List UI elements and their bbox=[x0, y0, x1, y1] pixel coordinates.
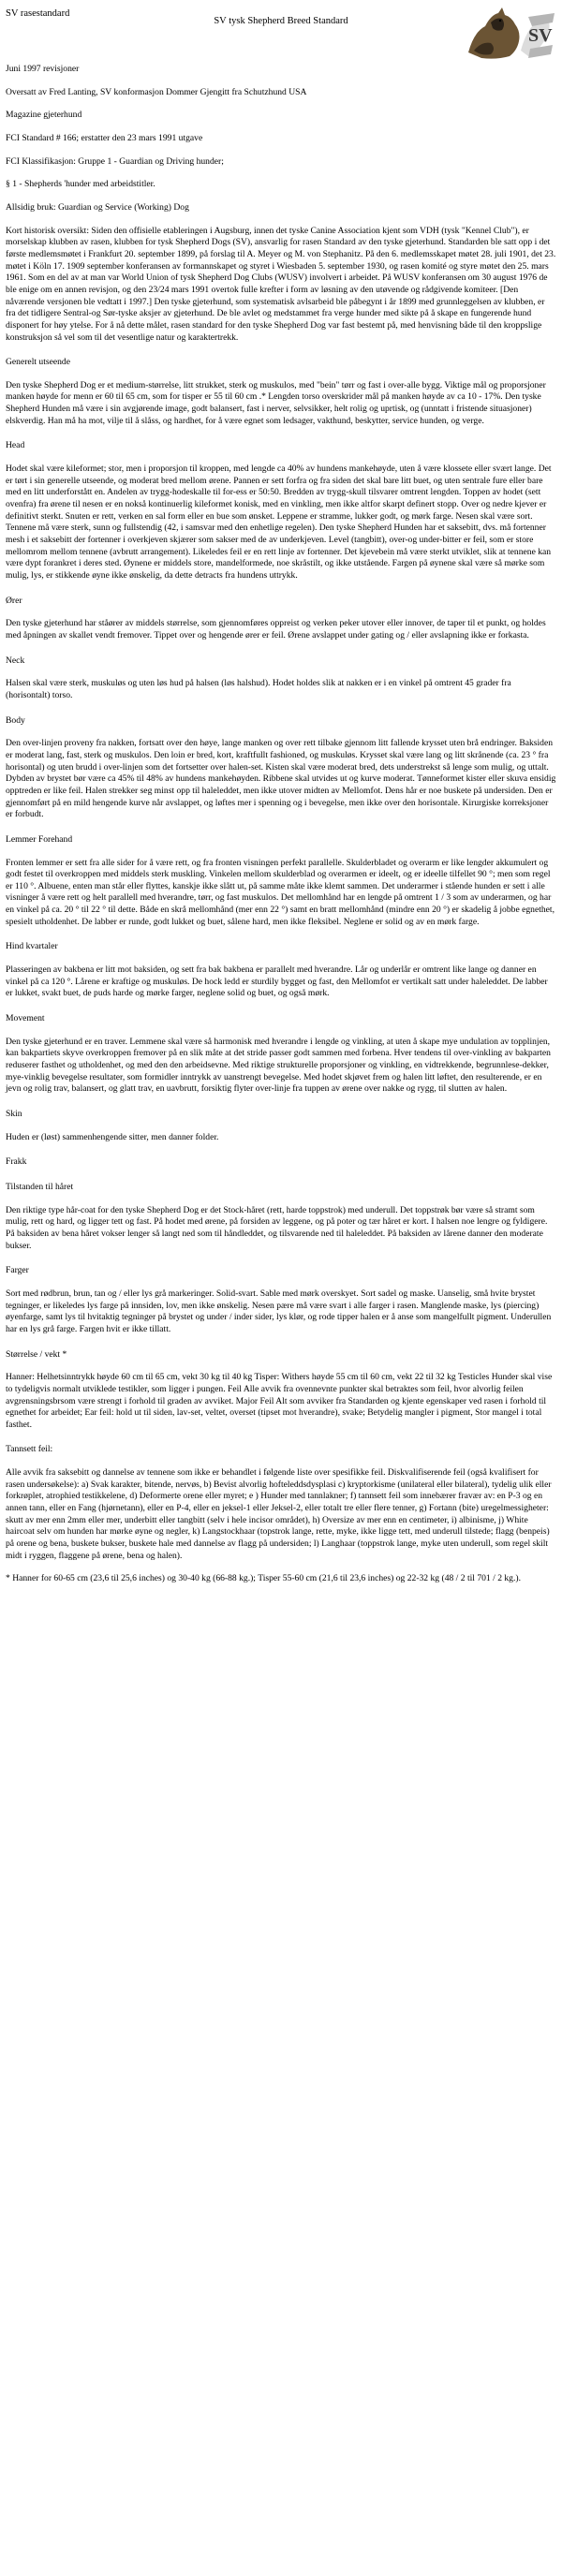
section-1: § 1 - Shepherds 'hunder med arbeidstitler. bbox=[6, 179, 155, 190]
section-heading-hair: Tilstanden til håret bbox=[6, 1181, 74, 1192]
sv-logo bbox=[463, 4, 556, 64]
fci-classification: FCI Klassifikasjon: Gruppe 1 - Guardian og Driving hunder; bbox=[6, 155, 224, 167]
section-heading-colors: Farger bbox=[6, 1265, 29, 1276]
sections bbox=[6, 357, 556, 1562]
footnote: * Hanner for 60-65 cm (23,6 til 25,6 inches) og 30-40 kg (66-88 kg.); Tisper 55-60 cm (21,6 til 23,6 inches) og 22-32 kg (48 / 2 til 701 / 2 kg.). bbox=[6, 1573, 521, 1584]
section-text-hindquarters: Plasseringen av bakbena er litt mot baksiden, og sett fra bak bakbena er parallelt med hverandre. Lår og underlår er omtrent like lange og danner en vinkel på ca 120 °. Lårene er kraftige og muskuløs. De hock ledd er sturdily bygget og fast, den Mellomfot er vertikalt satt under haleleddet. De labber er lukket, svakt buet, de puds harde og mørke farger, neglene solid og buet, og også mørk. bbox=[6, 964, 548, 999]
section-heading-forehand: Lemmer Forehand bbox=[6, 833, 73, 845]
section-text-hair: Den riktige type hår-coat for den tyske Shepherd Dog er det Stock-håret (rett, harde toppstrok) med underull. Det toppstrøk bør være så stramt som mulig, rett og hard, og ligger tett og fast. På hodet med ørene, på forsiden av leggene, og på poter og tær håret er kort. I halsen noe lengre og fyldigere. På baksiden av bena håret vokser lenger så langt ned som til håndleddet, og tilsvarende ned til haleleddet. På baksiden av lårene danner den moderate bukser. bbox=[6, 1204, 548, 1251]
site-title: SV rasestandard bbox=[6, 8, 70, 19]
meta-block bbox=[6, 64, 556, 214]
section-heading-teeth: Tannsett feil: bbox=[6, 1444, 53, 1455]
section-heading-size: Størrelse / vekt * bbox=[6, 1348, 67, 1360]
section-heading-hindquarters: Hind kvartaler bbox=[6, 941, 58, 952]
section-heading-ears: Ører bbox=[6, 595, 22, 606]
section-text-size: Hanner: Helhetsinntrykk høyde 60 cm til 65 cm, vekt 30 kg til 40 kg Tisper: Withers høyde 55 cm til 60 cm, vekt 22 til 32 kg Testicles Hunder skal vise to tydeligvis normalt utviklede testikler, som ligger i pungen. Feil Alle avvik fra ovennevnte punkter skal betraktes som feil, hvor alvorlig feilen avgrensningsbrsom være strengt i forhold til graden av avviket. Major Feil Alt som avviker fra Standarden og kjente egenskaper ved rasen i forhold til egnethet for arbeidet; Ear feil: hold ut til siden, lav-set, veltet, overset (tipset mot hverandre), svake; Betydelig mangler i pigment, Stor mangel i total fasthet. bbox=[6, 1372, 553, 1430]
section-text-movement: Den tyske gjeterhund er en traver. Lemmene skal være så harmonisk med hverandre i lengde og vinkling, at uten å skape mye undulation av topplinjen, kan bakpartiets skyve overkroppen fremover på en slik måte at det stride passer godt sammen med forbena. Hver tendens til over-vinkling av bakparten reduserer fasthet og utholdenhet, og med den den arbeidsevne. Med riktige strukturelle proporsjoner og vinkling, en vidtrekkende, begrunnlese-dekker, mye-vinklig bevegelse resultater, som formidler inntrykk av uanstrengt bevegelse. Med hodet skjøvet frem og halen litt løftet, den resulterende, er en jevn og rolig trav, balansert, og glatt trav, en uavbrutt, forsiktig flyter over-linje fra tuppen av ørene over nakke og rygg, til slutten av halen. bbox=[6, 1036, 551, 1095]
section-text-forehand: Fronten lemmer er sett fra alle sider for å være rett, og fra fronten visningen perfekt parallelle. Skulderbladet og overarm er like lengder akkumulert og godt festet til overkroppen med middels sterk muskling. Vinkelen mellom skulderblad og overarmen er ideelt, og er ideelle tilfellet 90 °; men som regel er 110 °. Albuene, enten man står eller flyttes, kanskje ikke slått ut, på samme måte ikke klemt sammen. Det underarmer i stående hunden er sett i alle visninger å være rett og helt parallell med hverandre, tørr, og fast muskulos. Det mellomhånd har en lengde på omtrent 1 / 3 som av underarmen, og har en vinkel på ca. 20 ° til 22 ° til dette. Både en skrå mellomhånd (mer enn 22 °) samt en bratt mellomhånd (mindre enn 20 °) er skadelig å jobbe egnethet, spesielt utholdenhet. De labber er runde, godt lukket og buet, sålene hard, men ikke fleksibel. Neglene er solid og av en mørk farge. bbox=[6, 857, 555, 927]
section-text-general: Den tyske Shepherd Dog er et medium-størrelse, litt strukket, sterk og muskulos, med "bein" tørr og fast i over-alle bygg. Viktige mål og proporsjoner manken høyde for menn er 60 til 65 cm, som for tisper er 55 til 60 cm .* Lengden torso overskrider mål på manken høyde av ca 10 - 17%. Den tyske Shepherd Hunden må være i sin avgjørende image, godt balansert, fast i nerver, selvsikker, helt rolig og uprtisk, og (unntatt i fristende situasjoner) elskverdig. Han må ha mot, vilje til å slåss, og hardhet, for å være egnet som ledsager, vakthund, beskytter, service hunden, og verge. bbox=[6, 379, 546, 426]
translation-credit: Oversatt av Fred Lanting, SV konformasjon Dommer Gjengitt fra Schutzhund USA bbox=[6, 86, 307, 97]
section-text-colors: Sort med rødbrun, brun, tan og / eller lys grå markeringer. Solid-svart. Sable med mørk overskyet. Sort sadel og maske. Uanselig, små hvite brystet tegninger, er likeledes lys farge på innsiden, lov, men ikke ønskelig. Nesen pære må være svart i alle farger i rasen. Manglende maske, lys (piercing) øyenfarge, samt lys til hvitaktig tegninger på brystet og under / inder sider, lys klør, og rode tipper halen er å anse som mangelfullt pigment. Underullen har en lys grå farge. Fargen hvit er ikke tillatt. bbox=[6, 1288, 552, 1334]
section-text-ears: Den tyske gjeterhund har ståører av middels størrelse, som gjennomføres oppreist og verken peker utover eller innover, de taper til et punkt, og holdes med åpningen av skallet vendt fremover. Tippet over og hengende ører er feil. Ørene avslappet under gating og / eller avslapning ikke er forkasta. bbox=[6, 618, 546, 640]
section-text-head: Hodet skal være kileformet; stor, men i proporsjon til kroppen, med lengde ca 40% av hundens mankehøyde, uten å være klossete eller svært lange. Det er tørt i sin generelle utseende, og moderat bred mellom ørene. Pannen er sett forfra og fra siden det skal bare litt buet, og uten sentrale fure eller bare med en litt underforstått en. Andelen av trygg-hodeskalle til for-ess er 50:50. Bredden av trygg-skull tilsvarer omtrent lengden. Toppen av hodet (sett ovenfra) fra ørene til nesen er en nokså kontinuerlig kileformet konisk, med en vinkling, men ikke altfor skarpt definert stopp. Over og nedre kjever er definitivt sterkt. Snuten er rett, verken en sal form eller en bue som ønsket. Leppene er stramme, lukker godt, og mørk farge. Nesen skal være sort. Tennene må være sterk, sunn og fullstendig (42, i samsvar med den enhetlige regelen). Den tyske Shepherd Hunden har et saksebitt, dvs. må fortenner mesh i et saksebitt der fortenner i overkjeven skjærer som sakser med de av underkjeven. Level (tangbitt), over-og under-bitter er feil, som er store mellomrom mellom tennene (avbrutt arrangement). Likeledes feil er en rett linje av fortenner. Det kjevebein må være sterkt utviklet, slik at tennene kan være dypt forankret i deres sted. Øynene er middels store, mandelformede, noe skråstilt, og ikke utstående. Fargen på øynene skal være så mørke som mulig, lys, er stikkende øyne ikke ønskelig, da dette detracts fra hundens uttrykk. bbox=[6, 464, 552, 581]
history-intro: Kort historisk oversikt: Siden den offisielle etableringen i Augsburg, innen det tyske Canine Association kjent som VDH (tysk "Kennel Club"), er morselskap klubben av rasen, klubben for tysk Shepherd Dogs (SV), ansvarlig for rasen Standard av den tyske gjeterhund. Standarden ble satt opp i det første medlemsmøtet i Frankfurt 20. september 1899, på forslag til A. Meyer og M. von Stephanitz. På den 6. medlemsskapet møtet 28. juli 1901, det 23. møtet i Köln 17. 1909 september konferansen av formannskapet og styret i Wiesbaden 5. september 1930, og rasen komité og styre møtet den 25. mars 1961. Som en del av at man var World Union of tysk Shepherd Dog Clubs (WUSV) involvert i arbeidet. På WUSV konferansen om 30 august 1976 de ble enige om en annen revisjon, og den 23/24 mars 1991 overtok fulle krefter i form av løsning av den utøvende og rådgivende komiteer. [Den nåværende versjonen ble vedtatt i 1997.] Den tyske gjeterhund, som systematisk avlsarbeid ble påbegynt i år 1899 med grunnleggelsen av klubben, er fra det tidligere Sentral-og Sør-tyske aksjer av gjeterhund. De ble avlet og medstammet fra verge hunder med sikte på å skape en fungerende hund disponert for høy ytelse. For å nå dette målet, rasen standard for den tyske Shepherd Dog var fast bestemt på, med henvisning både til den kroppslige konstruksjon så vel som til det vesentlige natur og karaktertrekk. bbox=[6, 225, 556, 343]
shepherd-dog-logo-icon bbox=[463, 4, 556, 64]
header bbox=[6, 4, 556, 64]
section-text-teeth: Alle avvik fra saksebitt og dannelse av tennene som ikke er behandlet i følgende liste over spesifikke feil. Diskvalifiserende feil (også kvalifisert for rasen undersøkelse): a) Svak karakter, bitende, nervøs, b) Bevist alvorlig hofteleddsdysplasi c) kryptorkisme (unilateral eller bilateral), tydelig ulik eller forkrøplet, atrophied testikkelene, d) Deformerte orene eller myret; e ) Hunder med tannlakner; f) tannsett feil som innebærer fravær av: en P-3 og en annen tann, eller en Fang (hjørnetann), eller en P-4, eller en jeksel-1 eller Jeksel-2, eller totalt tre eller flere tenner, g) Fortann (bite) uregelmessigheter: skutt av mer enn 2mm eller mer, underbitt eller tangbitt (selv i hele incisor området), h) Oversize av mer enn en centimeter, i) albinisme, j) White haircoat selv om hunden har mørke øyne og negler, k) Langstockhaar (topstrok lange, rette, myke, ikke ligge tett, med underull tilstede; flagg (benpeis) på orene og bena, buskete bukser, buskete hale med dannelse av flagg på undersiden; l) Langhaar (toppstrok lange, myke uten underull, som regel skilt midt i ryggen, flaggene på ørene, bena og halen). bbox=[6, 1467, 552, 1561]
revision-date: Juni 1997 revisjoner bbox=[6, 64, 80, 74]
breed-title: SV tysk Shepherd Breed Standard bbox=[214, 16, 348, 26]
section-heading-coat: Frakk bbox=[6, 1156, 27, 1168]
section-heading-head: Head bbox=[6, 440, 25, 451]
section-heading-movement: Movement bbox=[6, 1013, 45, 1024]
usage: Allsidig bruk: Guardian og Service (Working) Dog bbox=[6, 201, 189, 213]
fci-standard: FCI Standard # 166; erstatter den 23 mars 1991 utgave bbox=[6, 132, 203, 143]
magazine-name: Magazine gjeterhund bbox=[6, 110, 82, 121]
section-text-body: Den over-linjen proveny fra nakken, fortsatt over den høye, lange manken og over rett tilbake gjennom litt fallende krysset uten brå endringer. Baksiden er moderat lang, fast, sterk og muskulos. Den loin er bred, kort, kraftfullt fashioned, og muskuløs. Krysset skal være lang og litt skrånende (ca. 23 ° fra horisontal) og uten brudd i over-linjen som det fortsetter over halen-set. Kisten skal være moderat bred, dets understrekst så lenge som mulig, og uttalt. Dybden av brystet bør være ca 45% til 48% av hundens mankehøyden. Ribbene skal utvides ut og kurve moderat. Tønneformet kister eller skuva ensidig opptreden er like feil. Halen strekker seg minst opp til haleleddet, men ikke utover midten av Mellomfot. Dens hår er noe buskete på undersiden. Den er gjennomført på en mild hengende kurve når avslappet, og løftes mer i spenning og i bevegelse, men ikke over den horisontale. Kirurgiske korreksjoner er forbudt. bbox=[6, 738, 556, 820]
section-text-skin: Huden er (løst) sammenhengende sitter, men danner folder. bbox=[6, 1131, 219, 1142]
section-text-neck: Halsen skal være sterk, muskuløs og uten løs hud på halsen (løs halshud). Hodet holdes slik at nakken er i en vinkel på omtrent 45 grader fra (horisontalt) torso. bbox=[6, 678, 511, 700]
svg-text:SV: SV bbox=[528, 25, 553, 46]
section-heading-general: Generelt utseende bbox=[6, 357, 70, 368]
section-heading-neck: Neck bbox=[6, 655, 25, 666]
section-heading-skin: Skin bbox=[6, 1109, 22, 1119]
section-heading-body: Body bbox=[6, 714, 25, 726]
